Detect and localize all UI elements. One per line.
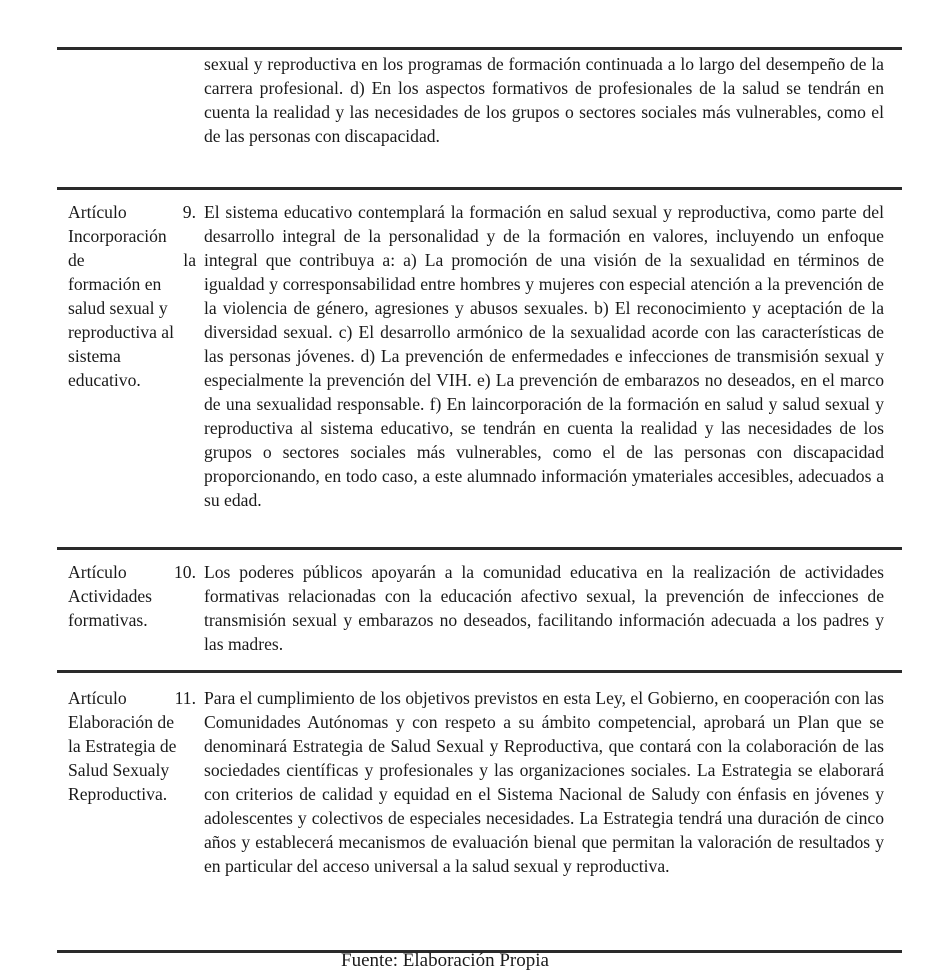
article-text: Para el cumplimiento de los objetivos previstos en esta Ley, el Gobierno, en cooperación con las Comunidades Autónomas y con respeto a su ámbito competencial, aprobará un Plan que se denominará Estrategia de Salud Sexual y Reproductiva, que contará con la colaboración de las sociedades científicas y profesionales y las organizaciones sociales. La Estrategia se elaborará con criterios de calidad y equidad en el Sistema Nacional de Saludy con énfasis en jóvenes y adolescentes y colectivos de especiales necesidades. La Estrategia tendrá una duración de cinco años y establecerá mecanismos de evaluación bienal que permitan la valoración de resultados y en particular del acceso universal a la salud sexual y reproductiva. — [204, 688, 884, 876]
article-cell — [57, 686, 198, 950]
article-label-line: Artículo 11. — [68, 688, 196, 708]
table-row — [57, 190, 902, 547]
article-cell — [57, 52, 198, 187]
article-label-line: la Estrategia de — [68, 736, 177, 756]
article-label-line: Elaboración de — [68, 712, 175, 732]
article-text: Los poderes públicos apoyarán a la comunidad educativa en la realización de actividades formativas relacionadas con la educación afectivo sexual, la prevención de infecciones de transmisión sexual y embarazos no deseados, facilitando información adecuada a los padres y las madres. — [204, 562, 884, 654]
article-cell — [57, 560, 198, 670]
article-label-line: sistema — [68, 346, 121, 366]
table-row — [57, 673, 902, 950]
article-text: El sistema educativo contemplará la formación en salud sexual y reproductiva, como parte del desarrollo integral de la personalidad y de la formación en valores, incluyendo un enfoque integral que contribuya a: a) La promoción de una visión de la sexualidad en términos de igualdad y corresponsabilidad entre hombres y mujeres con especial atención a la prevención de la violencia de género, agresiones y abusos sexuales. b) El reconocimiento y aceptación de la diversidad sexual. c) El desarrollo armónico de la sexualidad acorde con las características de las personas jóvenes. d) La prevención de enfermedades e infecciones de transmisión sexual y especialmente la prevención del VIH. e) La prevención de embarazos no deseados, en el marco de una sexualidad responsable. f) En laincorporación de la formación en salud y salud sexual y reproductiva al sistema educativo, se tendrán en cuenta la realidad y las necesidades de los grupos o sectores sociales más vulnerables, como el de las personas con discapacidad proporcionando, en todo caso, a este alumnado información ymateriales accesibles, adecuados a su edad. — [204, 202, 884, 510]
article-label-line: salud sexual y — [68, 298, 168, 318]
article-text: sexual y reproductiva en los programas de formación continuada a lo largo del desempeño de la carrera profesional. d) En los aspectos formativos de profesionales de la salud se tendrán en cuenta la realidad y las necesidades de los grupos o sectores sociales más vulnerables, como el de las personas con discapacidad. — [204, 54, 884, 146]
article-label-line: reproductiva al — [68, 322, 175, 342]
article-label-line: Actividades — [68, 586, 153, 606]
article-label-line: Artículo 9. — [68, 202, 196, 222]
legislation-table — [57, 47, 902, 953]
table-row — [57, 550, 902, 670]
article-label-line: Salud Sexualy — [68, 760, 170, 780]
article-label-line: Artículo 10. — [68, 562, 196, 582]
article-cell — [57, 200, 198, 547]
table-row — [57, 50, 902, 187]
article-label-line: educativo. — [68, 370, 141, 390]
article-label-line: Incorporación — [68, 226, 167, 246]
article-label-line: formación en — [68, 274, 162, 294]
article-label-line: formativas. — [68, 610, 148, 630]
article-label-line: de la — [68, 250, 196, 270]
source-caption: Fuente: Elaboración Propia — [341, 950, 549, 971]
article-label-line: Reproductiva. — [68, 784, 168, 804]
